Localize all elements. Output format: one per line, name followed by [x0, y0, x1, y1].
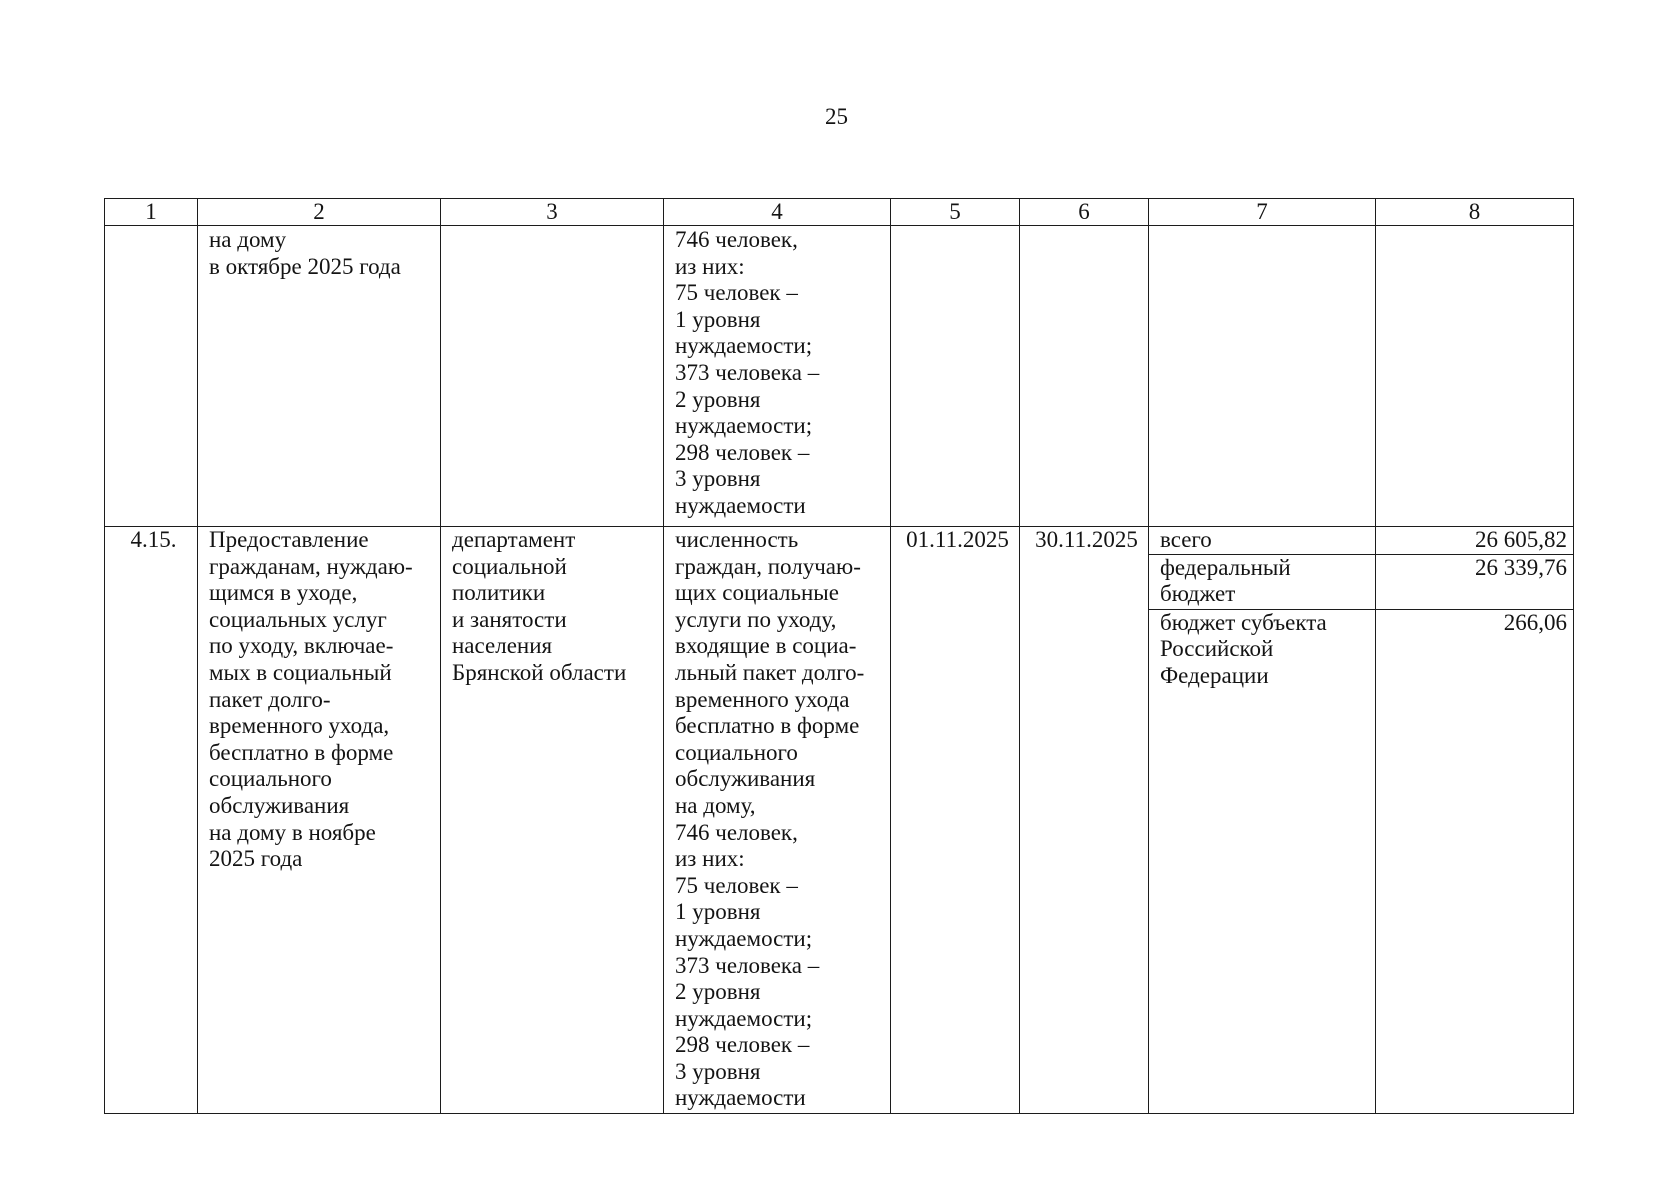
indicator-line: нуждаемости;	[675, 333, 813, 359]
name-line: временного ухода,	[209, 713, 390, 739]
name-line: в октябре 2025 года	[209, 253, 401, 279]
indicator-line: 2 уровня	[675, 979, 761, 1005]
header-cell-2: 2	[198, 199, 441, 226]
page-number: 25	[825, 104, 848, 129]
indicator-line: 298 человек –	[675, 1032, 810, 1058]
empty-cell	[1149, 226, 1376, 527]
item-number: 4.15.	[130, 527, 177, 552]
empty-cell	[441, 226, 664, 527]
plan-table	[104, 198, 1574, 1114]
start-date-cell	[891, 527, 1020, 1114]
indicator-line: бесплатно в форме	[675, 713, 860, 739]
funding-source-line: бюджет субъекта	[1160, 609, 1327, 635]
header-cell-8: 8	[1376, 199, 1574, 226]
indicator-line: 75 человек –	[675, 280, 798, 306]
indicator-line: из них:	[675, 846, 745, 872]
line-group	[1160, 610, 1369, 690]
header-cell-5: 5	[891, 199, 1020, 226]
indicator-line: 746 человек,	[675, 227, 798, 252]
indicator-line: 3 уровня	[675, 466, 761, 492]
header-cell-6: 6	[1020, 199, 1149, 226]
indicator-cell	[664, 226, 891, 527]
name-line: социального	[209, 766, 332, 792]
table-row	[105, 226, 1574, 527]
item-number-cell	[105, 527, 198, 1114]
name-line: гражданам, нуждаю-	[209, 553, 413, 579]
indicator-line: 298 человек –	[675, 439, 810, 465]
name-line: на дому в ноябре	[209, 819, 376, 845]
indicator-line: 373 человека –	[675, 359, 820, 385]
line-group	[209, 527, 434, 873]
start-date: 01.11.2025	[906, 527, 1009, 552]
empty-cell	[1376, 226, 1574, 527]
funding-source-cell	[1149, 609, 1376, 1113]
indicator-line: нуждаемости	[675, 492, 806, 518]
executor-line: Брянской области	[452, 659, 627, 685]
executor-line: населения	[452, 633, 553, 659]
funding-amount-cell	[1376, 554, 1574, 609]
line-group	[209, 227, 434, 280]
name-line: бесплатно в форме	[209, 739, 394, 765]
indicator-line: 1 уровня	[675, 306, 761, 332]
indicator-cell	[664, 527, 891, 1114]
indicator-line: социального	[675, 739, 798, 765]
funding-amount-cell	[1376, 609, 1574, 1113]
end-date-cell	[1020, 527, 1149, 1114]
indicator-line: 373 человека –	[675, 952, 820, 978]
indicator-line: численность	[675, 527, 799, 552]
indicator-line: нуждаемости;	[675, 1005, 813, 1031]
indicator-line: нуждаемости	[675, 1085, 806, 1111]
funding-amount-cell	[1376, 527, 1574, 555]
header-row	[105, 199, 1574, 226]
funding-source-line: Федерации	[1160, 662, 1269, 688]
name-cell	[198, 226, 441, 527]
indicator-line: на дому,	[675, 792, 756, 818]
name-line: обслуживания	[209, 792, 350, 818]
funding-source-cell	[1149, 554, 1376, 609]
end-date: 30.11.2025	[1035, 527, 1138, 552]
line-group	[675, 227, 884, 520]
executor-line: социальной	[452, 553, 567, 579]
empty-cell	[1020, 226, 1149, 527]
indicator-line: временного ухода	[675, 686, 850, 712]
line-group	[452, 527, 657, 687]
name-line: на дому	[209, 227, 287, 252]
indicator-line: обслуживания	[675, 766, 816, 792]
indicator-line: льный пакет долго-	[675, 659, 865, 685]
indicator-line: 75 человек –	[675, 872, 798, 898]
indicator-line: 3 уровня	[675, 1058, 761, 1084]
indicator-line: входящие в социа-	[675, 633, 857, 659]
line-group	[1160, 555, 1369, 608]
name-line: 2025 года	[209, 846, 303, 872]
name-line: социальных услуг	[209, 606, 387, 632]
name-line: мых в социальный	[209, 659, 392, 685]
header-cell-7: 7	[1149, 199, 1376, 226]
header-cell-3: 3	[441, 199, 664, 226]
name-line: по уходу, включае-	[209, 633, 394, 659]
executor-cell	[441, 527, 664, 1114]
funding-amount: 26 339,76	[1475, 554, 1567, 580]
indicator-line: нуждаемости;	[675, 413, 813, 439]
executor-line: политики	[452, 580, 546, 606]
line-group	[675, 527, 884, 1112]
empty-cell	[105, 226, 198, 527]
indicator-line: щих социальные	[675, 580, 839, 606]
funding-source-cell	[1149, 527, 1376, 555]
funding-source-line: бюджет	[1160, 581, 1236, 607]
table-row	[105, 527, 1574, 555]
name-line: Предоставление	[209, 527, 369, 552]
funding-amount: 26 605,82	[1475, 527, 1567, 552]
header-cell-4: 4	[664, 199, 891, 226]
indicator-line: 1 уровня	[675, 899, 761, 925]
indicator-line: 746 человек,	[675, 819, 798, 845]
funding-source-line: федеральный	[1160, 554, 1291, 580]
indicator-line: граждан, получаю-	[675, 553, 861, 579]
funding-amount: 266,06	[1503, 609, 1567, 635]
indicator-line: из них:	[675, 253, 745, 279]
funding-source-line: всего	[1160, 527, 1212, 552]
indicator-line: нуждаемости;	[675, 925, 813, 951]
empty-cell	[891, 226, 1020, 527]
name-cell	[198, 527, 441, 1114]
header-cell-1: 1	[105, 199, 198, 226]
indicator-line: услуги по уходу,	[675, 606, 837, 632]
name-line: пакет долго-	[209, 686, 331, 712]
indicator-line: 2 уровня	[675, 386, 761, 412]
line-group	[1160, 527, 1369, 554]
executor-line: департамент	[452, 527, 576, 552]
name-line: щимся в уходе,	[209, 580, 358, 606]
executor-line: и занятости	[452, 606, 567, 632]
funding-source-line: Российской	[1160, 636, 1274, 662]
